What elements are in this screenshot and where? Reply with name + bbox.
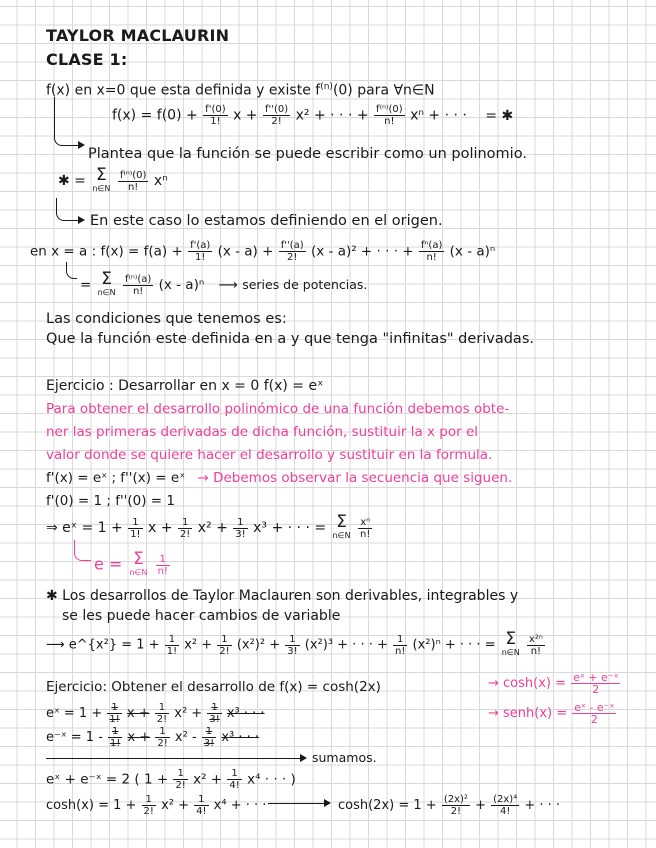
class-subtitle: CLASE 1:	[46, 50, 128, 69]
arrow-connector	[66, 262, 77, 279]
e-series: e = Σ n∈N $\frac{1}{n!}$	[94, 549, 168, 577]
arrow-connector	[56, 198, 79, 221]
cosh-definition: → cosh(x) = $\frac{\text{eˣ + e⁻ˣ}}{2}$	[488, 671, 619, 696]
page-title: TAYLOR MACLAURIN	[46, 26, 230, 45]
exp-x2-series: ⟶ e^{x²} = 1 + $\frac{1}{1!}$ x² + $\frac{1}{2!}$ (x²)² + $\frac{1}{3!}$ (x²)³ + · · · + $\frac{1}{n!}$ (x²)ⁿ + · · · = Σ n∈N $\frac{\text{x²ⁿ}}{n!}$	[46, 629, 543, 657]
senh-definition: → senh(x) = $\frac{\text{eˣ - e⁻ˣ}}{2}$	[488, 701, 615, 726]
exercise-2-heading: Ejercicio: Obtener el desarrollo de f(x) = cosh(2x)	[46, 679, 381, 695]
pink-explanation-line: ner las primeras derivadas de dicha función, sustituir la x por el	[46, 424, 479, 440]
exp-row: eˣ = 1 + $\frac{1}{1!}$ x + $\frac{1}{2!}$ x² + $\frac{1}{3!}$ x³ · · ·	[46, 702, 265, 725]
exercise-1-heading: Ejercicio : Desarrollar en x = 0 f(x) = eˣ	[46, 378, 324, 394]
arrow-line	[268, 803, 326, 804]
arrow-tip-icon	[300, 754, 307, 762]
derivatives-at-zero: f'(0) = 1 ; f''(0) = 1	[46, 493, 175, 509]
arrow-connector	[54, 97, 79, 146]
taylor-properties-note: ✱ Los desarrollos de Taylor Maclauren son derivables, integrables y	[46, 588, 519, 604]
cosh-row: cosh(x) = 1 + $\frac{1}{2!}$ x² + $\frac{1}{4!}$ x⁴ + · · ·	[46, 794, 267, 817]
maclaurin-formula: f(x) = f(0) + $\frac{f'(0)}{1!}$ x + $\frac{f''(0)}{2!}$ x² + · · · + $\frac{\text{f⁽ⁿ⁾(0)}}{n!}$ xⁿ + · · · = ✱	[112, 104, 514, 127]
arrow-connector	[74, 540, 91, 561]
cosh2x-row: cosh(2x) = 1 + $\frac{\text{(2x)²}}{2!}$ + $\frac{\text{(2x)⁴}}{4!}$ + · · ·	[338, 794, 561, 817]
taylor-properties-note: se les puede hacer cambios de variable	[62, 608, 341, 624]
sum-row: eˣ + e⁻ˣ = 2 ( 1 + $\frac{1}{2!}$ x² + $\frac{1}{4!}$ x⁴ · · · )	[46, 768, 296, 791]
polynomial-note: Plantea que la función se puede escribir como un polinomio.	[88, 146, 527, 162]
taylor-formula: en x = a : f(x) = f(a) + $\frac{f'(a)}{1!}$ (x - a) + $\frac{f''(a)}{2!}$ (x - a)² + · · · + $\frac{\text{fⁿ(a)}}{n!}$ (x - a)ⁿ	[30, 240, 496, 263]
sum-label: sumamos.	[312, 750, 377, 765]
pink-explanation-line: valor donde se quiere hacer el desarrollo y sustituir en la formula.	[46, 447, 493, 463]
definition-line: f(x) en x=0 que esta definida y existe $f^{(n)}(0)$ para ∀n∈N	[46, 82, 435, 99]
sum-divider	[46, 758, 302, 759]
pink-explanation-line: Para obtener el desarrollo polinómico de una función debemos obte-	[46, 401, 510, 417]
arrow-tip-icon	[78, 216, 85, 224]
arrow-tip-icon	[324, 799, 331, 807]
taylor-sum: = Σ n∈N $\frac{\text{f⁽ⁿ⁾(a)}}{n!}$ (x - a)ⁿ ⟶ series de potencias.	[80, 269, 368, 297]
conditions-heading: Las condiciones que tenemos es:	[46, 311, 287, 327]
exp-neg-row: e⁻ˣ = 1 - $\frac{1}{1!}$ x + $\frac{1}{2!}$ x² - $\frac{1}{3!}$ x³ · · ·	[46, 726, 260, 749]
arrow-tip-icon	[78, 141, 85, 149]
derivatives-line: f'(x) = eˣ ; f''(x) = eˣ → Debemos observar la secuencia que siguen.	[46, 470, 513, 486]
conditions-text: Que la función este definida en a y que tenga "infinitas" derivadas.	[46, 331, 534, 347]
origin-note: En este caso lo estamos definiendo en el origen.	[90, 213, 443, 229]
exp-series: ⇒ eˣ = 1 + $\frac{1}{1!}$ x + $\frac{1}{2!}$ x² + $\frac{1}{3!}$ x³ + · · · = Σ n∈N $\frac{\text{xⁿ}}{n!}$	[46, 512, 371, 540]
sum-formula: ✱ = Σ n∈N $\frac{\text{f⁽ⁿ⁾(0)}}{n!}$ xⁿ	[58, 165, 168, 193]
